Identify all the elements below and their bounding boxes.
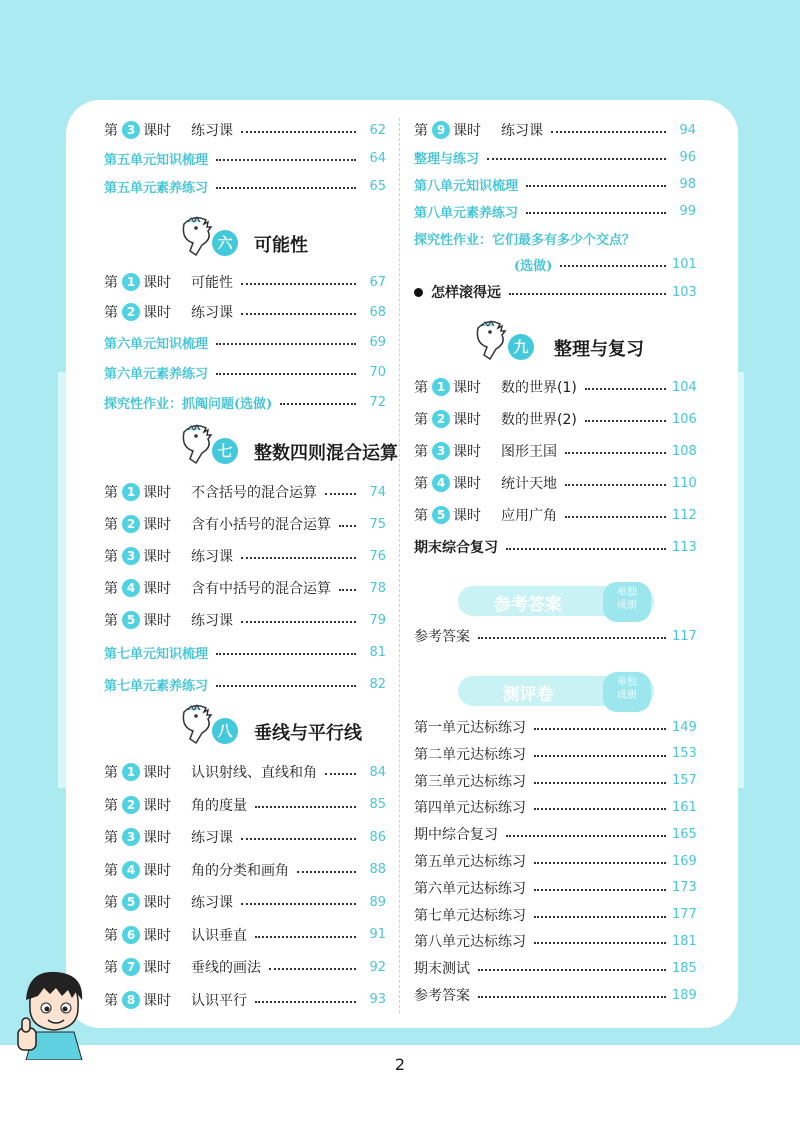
lesson-suffix: 课时 xyxy=(143,485,171,501)
page-number: 108 xyxy=(672,443,697,459)
toc-row[interactable] xyxy=(414,849,696,873)
lesson-prefix: 第 xyxy=(104,830,118,846)
entry-title: 第七单元达标练习 xyxy=(414,907,526,924)
lesson-number-badge: 3 xyxy=(122,121,140,139)
lesson-prefix: 第 xyxy=(414,123,428,139)
unit-title: 整理与复习 xyxy=(554,339,644,360)
lesson-number-badge: 9 xyxy=(432,121,450,139)
entry-title: 图形王国 xyxy=(501,444,557,460)
entry-title: 第八单元达标练习 xyxy=(414,934,526,951)
page-number: 103 xyxy=(672,284,697,300)
toc-row[interactable] xyxy=(104,608,386,632)
entry-title: 应用广角 xyxy=(501,508,557,524)
toc-row[interactable] xyxy=(414,407,696,431)
entry-title: 第八单元素养练习 xyxy=(414,205,519,221)
page-number: 177 xyxy=(672,907,697,923)
toc-row[interactable] xyxy=(104,360,386,384)
page-number: 69 xyxy=(369,334,386,350)
lesson-number-badge: 7 xyxy=(122,958,140,976)
page-number: 89 xyxy=(369,894,386,910)
lesson-prefix: 第 xyxy=(104,765,118,781)
lesson-suffix: 课时 xyxy=(143,830,171,846)
toc-row[interactable] xyxy=(414,252,696,276)
tests-section-banner xyxy=(458,676,654,706)
leader-dots xyxy=(487,158,666,160)
page-number: 96 xyxy=(679,149,696,165)
leader-dots xyxy=(216,653,356,655)
page-number: 94 xyxy=(679,122,696,138)
leader-dots xyxy=(297,871,356,873)
tag-line: 成册 xyxy=(617,690,637,701)
unit-9-heading xyxy=(414,326,696,370)
leader-dots xyxy=(255,1001,356,1003)
page-number: 157 xyxy=(672,773,697,789)
lesson-prefix: 第 xyxy=(104,305,118,321)
leader-dots xyxy=(241,131,356,133)
toc-row[interactable] xyxy=(414,471,696,495)
lesson-suffix: 课时 xyxy=(453,412,481,428)
toc-row[interactable] xyxy=(414,876,696,900)
lesson-prefix: 第 xyxy=(104,613,118,629)
leader-dots xyxy=(526,185,666,187)
lesson-prefix: 第 xyxy=(104,123,118,139)
toc-row[interactable] xyxy=(414,199,696,223)
page-number: 92 xyxy=(369,959,386,975)
toc-row[interactable] xyxy=(104,118,386,142)
page-number: 75 xyxy=(369,516,386,532)
leader-dots xyxy=(255,806,356,808)
lesson-number-badge: 4 xyxy=(432,474,450,492)
lesson-number-badge: 5 xyxy=(432,506,450,524)
entry-title: 含有小括号的混合运算 xyxy=(191,517,331,533)
lesson-number-badge: 5 xyxy=(122,893,140,911)
lesson-prefix: 第 xyxy=(104,797,118,814)
leader-dots xyxy=(534,889,666,891)
toc-row[interactable] xyxy=(414,280,696,304)
toc-row[interactable] xyxy=(414,715,696,739)
toc-row[interactable] xyxy=(104,923,386,947)
leader-dots xyxy=(565,516,666,518)
entry-title: 认识平行 xyxy=(191,992,247,1009)
toc-row[interactable] xyxy=(414,375,696,399)
entry-title: 期末测试 xyxy=(414,961,470,978)
lesson-prefix: 第 xyxy=(104,549,118,565)
leader-dots xyxy=(585,388,666,390)
dinosaur-mascot-icon xyxy=(468,318,514,366)
page-number: 64 xyxy=(369,150,386,166)
page-number: 117 xyxy=(672,628,697,644)
toc-row[interactable] xyxy=(414,535,696,559)
leader-dots xyxy=(534,808,666,810)
page-number: 106 xyxy=(672,411,697,427)
leader-dots xyxy=(478,996,666,998)
leader-dots xyxy=(551,131,666,133)
unit-6-heading xyxy=(104,222,386,266)
leader-dots xyxy=(506,548,666,550)
entry-title: 探究性作业：它们最多有多少个交点？ xyxy=(414,232,636,248)
page-number: 113 xyxy=(672,539,697,555)
unit-badge: 六 xyxy=(212,230,238,256)
leader-dots xyxy=(534,782,666,784)
leader-dots xyxy=(216,343,356,345)
entry-title: 可能性 xyxy=(191,275,233,291)
entry-title: 整理与练习 xyxy=(414,151,480,167)
lesson-suffix: 课时 xyxy=(143,123,171,139)
entry-title: 练习课 xyxy=(501,123,543,139)
tag-line: 成册 xyxy=(617,600,637,611)
page-number: 98 xyxy=(679,176,696,192)
leader-dots xyxy=(534,916,666,918)
page-number: 76 xyxy=(369,548,386,564)
toc-row[interactable] xyxy=(104,544,386,568)
toc-row[interactable] xyxy=(104,672,386,696)
lesson-prefix: 第 xyxy=(414,412,428,428)
lesson-prefix: 第 xyxy=(104,275,118,291)
toc-row[interactable] xyxy=(104,858,386,882)
unit-badge: 八 xyxy=(212,718,238,744)
toc-row[interactable] xyxy=(104,300,386,324)
toc-row[interactable] xyxy=(104,512,386,536)
leader-dots xyxy=(280,403,356,405)
lesson-number-badge: 2 xyxy=(432,410,450,428)
lesson-number-badge: 2 xyxy=(122,303,140,321)
lesson-suffix: 课时 xyxy=(143,927,171,944)
entry-title: 参考答案 xyxy=(414,988,470,1004)
lesson-prefix: 第 xyxy=(104,485,118,501)
page-number: 79 xyxy=(369,612,386,628)
leader-dots xyxy=(534,755,666,757)
lesson-number-badge: 8 xyxy=(122,991,140,1009)
toc-row[interactable] xyxy=(414,503,696,527)
lesson-suffix: 课时 xyxy=(143,895,171,911)
toc-row[interactable] xyxy=(104,146,386,170)
page-number: 78 xyxy=(369,580,386,596)
lesson-prefix: 第 xyxy=(104,581,118,597)
toc-row[interactable] xyxy=(104,640,386,664)
entry-title: 统计天地 xyxy=(501,476,557,492)
page-number: 70 xyxy=(369,364,386,380)
page-number: 161 xyxy=(672,799,697,815)
lesson-number-badge: 6 xyxy=(122,926,140,944)
entry-title: 练习课 xyxy=(191,305,233,321)
entry-title: 认识垂直 xyxy=(191,927,247,944)
leader-dots xyxy=(339,589,356,591)
page-number: 104 xyxy=(672,379,697,395)
entry-title: 认识射线、直线和角 xyxy=(191,765,317,781)
entry-title: 练习课 xyxy=(191,123,233,139)
lesson-number-badge: 1 xyxy=(122,763,140,781)
leader-dots xyxy=(509,293,666,295)
leader-dots xyxy=(255,936,356,938)
lesson-number-badge: 1 xyxy=(122,273,140,291)
toc-row[interactable] xyxy=(414,226,696,250)
left-side-strip xyxy=(58,372,66,788)
toc-row[interactable] xyxy=(104,825,386,849)
leader-dots xyxy=(216,159,356,161)
lesson-prefix: 第 xyxy=(104,992,118,1009)
leader-dots xyxy=(560,265,666,267)
leader-dots xyxy=(339,525,356,527)
toc-row[interactable] xyxy=(414,172,696,196)
answers-section-banner xyxy=(458,586,654,616)
leader-dots xyxy=(478,637,666,639)
toc-row[interactable] xyxy=(414,742,696,766)
tag-line: 单独 xyxy=(617,587,637,598)
bullet-icon xyxy=(414,288,423,297)
unit-7-heading xyxy=(104,430,398,474)
page-number: 181 xyxy=(672,933,697,949)
leader-dots xyxy=(241,283,356,285)
lesson-prefix: 第 xyxy=(104,960,118,976)
leader-dots xyxy=(216,685,356,687)
entry-title: 第七单元素养练习 xyxy=(104,678,209,694)
entry-title: 第三单元达标练习 xyxy=(414,773,526,790)
toc-row[interactable] xyxy=(104,988,386,1012)
section-label: 参考答案 xyxy=(494,595,562,615)
entry-title: 数的世界(2) xyxy=(501,412,577,428)
lesson-prefix: 第 xyxy=(104,895,118,911)
boy-thumbs-up-icon xyxy=(16,948,90,1060)
tag-line: 单独 xyxy=(617,677,637,688)
column-divider xyxy=(399,118,400,1013)
leader-dots xyxy=(216,373,356,375)
entry-title: 第六单元知识梳理 xyxy=(104,336,209,352)
leader-dots xyxy=(241,557,356,559)
page-number: 189 xyxy=(672,987,697,1003)
page-number: 110 xyxy=(672,475,697,491)
leader-dots xyxy=(241,838,356,840)
page-number: 153 xyxy=(672,746,697,762)
lesson-prefix: 第 xyxy=(414,380,428,396)
leader-dots xyxy=(534,942,666,944)
toc-row[interactable] xyxy=(414,956,696,980)
page-number: 86 xyxy=(369,829,386,845)
page-number: 88 xyxy=(369,862,386,877)
toc-row[interactable] xyxy=(104,793,386,817)
lesson-prefix: 第 xyxy=(104,862,118,879)
leader-dots xyxy=(526,212,666,214)
entry-title: 怎样滚得远 xyxy=(431,285,501,301)
entry-title: 练习课 xyxy=(191,830,233,846)
lesson-suffix: 课时 xyxy=(453,123,481,139)
toc-row[interactable] xyxy=(104,390,386,414)
leader-dots xyxy=(216,187,356,189)
section-label: 测评卷 xyxy=(502,685,554,705)
page-number: 169 xyxy=(672,853,697,869)
page-number: 173 xyxy=(672,880,697,896)
lesson-number-badge: 1 xyxy=(432,378,450,396)
entry-title: 期中综合复习 xyxy=(414,827,498,844)
entry-title: 第五单元素养练习 xyxy=(104,180,209,196)
toc-row[interactable] xyxy=(414,118,696,142)
lesson-suffix: 课时 xyxy=(143,797,171,814)
leader-dots xyxy=(241,621,356,623)
leader-dots xyxy=(534,728,666,730)
leader-dots xyxy=(241,903,356,905)
page-number: 85 xyxy=(369,797,386,812)
toc-row[interactable] xyxy=(104,955,386,979)
lesson-suffix: 课时 xyxy=(143,765,171,781)
entry-title: 第五单元达标练习 xyxy=(414,854,526,870)
entry-title: 期末综合复习 xyxy=(414,540,498,556)
entry-title: 练习课 xyxy=(191,895,233,911)
toc-row[interactable] xyxy=(104,576,386,600)
entry-title: 含有中括号的混合运算 xyxy=(191,581,331,597)
leader-dots xyxy=(325,773,356,775)
leader-dots xyxy=(534,862,666,864)
lesson-suffix: 课时 xyxy=(143,613,171,629)
entry-title: 第四单元达标练习 xyxy=(414,800,526,817)
entry-title: 角的度量 xyxy=(191,797,247,814)
lesson-suffix: 课时 xyxy=(453,380,481,396)
page-number: 149 xyxy=(672,719,697,735)
entry-title: 角的分类和画角 xyxy=(191,862,289,879)
toc-row[interactable] xyxy=(414,624,696,648)
toc-row[interactable] xyxy=(104,480,386,504)
lesson-suffix: 课时 xyxy=(143,517,171,533)
page-number: 93 xyxy=(369,992,386,1007)
page-number: 81 xyxy=(369,644,386,660)
toc-row[interactable] xyxy=(104,890,386,914)
entry-title: 第二单元达标练习 xyxy=(414,746,526,763)
lesson-suffix: 课时 xyxy=(143,581,171,597)
page-number: 74 xyxy=(369,484,386,500)
page-number: 82 xyxy=(369,676,386,692)
lesson-number-badge: 3 xyxy=(432,442,450,460)
lesson-number-badge: 4 xyxy=(122,861,140,879)
lesson-number-badge: 1 xyxy=(122,483,140,501)
toc-row[interactable] xyxy=(414,145,696,169)
lesson-number-badge: 2 xyxy=(122,796,140,814)
toc-row[interactable] xyxy=(414,439,696,463)
lesson-number-badge: 3 xyxy=(122,547,140,565)
leader-dots xyxy=(585,420,666,422)
unit-title: 可能性 xyxy=(254,235,308,256)
lesson-prefix: 第 xyxy=(104,927,118,944)
separate-volume-tag xyxy=(603,672,651,712)
entry-title: 练习课 xyxy=(191,549,233,565)
toc-row[interactable] xyxy=(414,822,696,846)
page-number: 91 xyxy=(369,927,386,942)
lesson-number-badge: 4 xyxy=(122,579,140,597)
lesson-suffix: 课时 xyxy=(453,476,481,492)
entry-title: 探究性作业：抓阄问题(选做) xyxy=(104,396,273,412)
lesson-suffix: 课时 xyxy=(143,992,171,1009)
entry-title: 第八单元知识梳理 xyxy=(414,178,519,194)
page-number: 112 xyxy=(672,507,697,523)
leader-dots xyxy=(506,835,666,837)
entry-title: 第一单元达标练习 xyxy=(414,720,526,736)
toc-row[interactable] xyxy=(104,174,386,198)
toc-row[interactable] xyxy=(104,270,386,294)
entry-title: (选做) xyxy=(514,258,553,274)
entry-title: 数的世界(1) xyxy=(501,380,577,396)
page-number-footer: 2 xyxy=(394,1055,406,1074)
leader-dots xyxy=(241,313,356,315)
leader-dots xyxy=(478,969,666,971)
page-number: 68 xyxy=(369,304,386,320)
leader-dots xyxy=(325,493,356,495)
unit-title: 整数四则混合运算 xyxy=(254,443,398,464)
toc-row[interactable] xyxy=(414,983,696,1007)
lesson-prefix: 第 xyxy=(104,517,118,533)
page-number: 65 xyxy=(369,178,386,194)
lesson-suffix: 课时 xyxy=(143,862,171,879)
page-number: 99 xyxy=(679,203,696,219)
leader-dots xyxy=(269,968,356,970)
page-number: 62 xyxy=(369,122,386,138)
leader-dots xyxy=(565,452,666,454)
page-number: 72 xyxy=(369,394,386,410)
entry-title: 不含括号的混合运算 xyxy=(191,485,317,501)
leader-dots xyxy=(565,484,666,486)
lesson-suffix: 课时 xyxy=(143,549,171,565)
toc-row[interactable] xyxy=(104,760,386,784)
page-number: 67 xyxy=(369,274,386,290)
separate-volume-tag xyxy=(603,582,651,622)
page-number: 84 xyxy=(369,764,386,780)
unit-title: 垂线与平行线 xyxy=(254,723,362,744)
lesson-prefix: 第 xyxy=(414,508,428,524)
entry-title: 参考答案 xyxy=(414,629,470,645)
page-number: 185 xyxy=(672,960,697,976)
lesson-suffix: 课时 xyxy=(453,508,481,524)
unit-badge: 七 xyxy=(212,438,238,464)
lesson-prefix: 第 xyxy=(414,444,428,460)
entry-title: 第七单元知识梳理 xyxy=(104,646,209,662)
lesson-number-badge: 2 xyxy=(122,515,140,533)
toc-row[interactable] xyxy=(414,903,696,927)
lesson-suffix: 课时 xyxy=(453,444,481,460)
lesson-prefix: 第 xyxy=(414,476,428,492)
page-number: 165 xyxy=(672,826,697,842)
page-number: 101 xyxy=(672,256,697,272)
unit-badge: 九 xyxy=(508,334,534,360)
toc-row[interactable] xyxy=(104,330,386,354)
lesson-number-badge: 5 xyxy=(122,611,140,629)
lesson-number-badge: 3 xyxy=(122,828,140,846)
toc-row[interactable] xyxy=(414,795,696,819)
entry-title: 第六单元素养练习 xyxy=(104,366,209,382)
entry-title: 第六单元达标练习 xyxy=(414,880,526,897)
toc-row[interactable] xyxy=(414,769,696,793)
toc-row[interactable] xyxy=(414,929,696,953)
entry-title: 练习课 xyxy=(191,613,233,629)
lesson-suffix: 课时 xyxy=(143,305,171,321)
unit-8-heading xyxy=(104,710,386,754)
entry-title: 第五单元知识梳理 xyxy=(104,152,209,168)
lesson-suffix: 课时 xyxy=(143,275,171,291)
lesson-suffix: 课时 xyxy=(143,960,171,976)
entry-title: 垂线的画法 xyxy=(191,960,261,976)
